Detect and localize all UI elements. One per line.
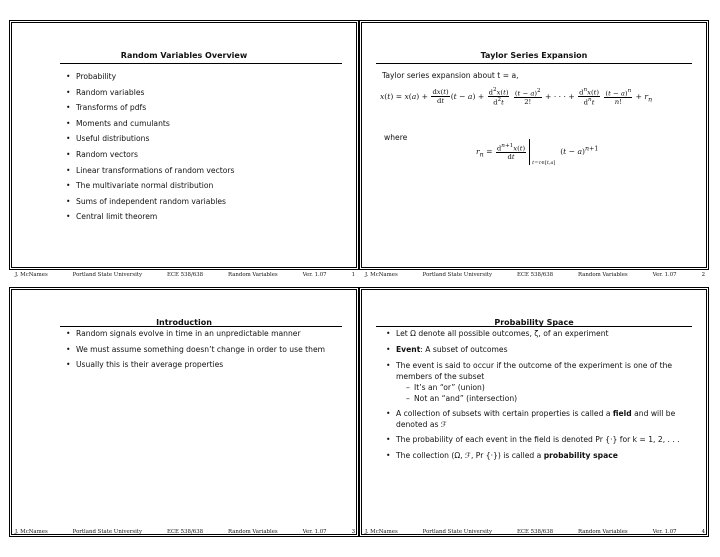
event-occurrence-text: The event is said to occur if the outcome of the experiment is one of the members of the subset <box>396 361 673 381</box>
slide-3 <box>9 287 359 537</box>
probability-space-term: probability space <box>543 451 618 460</box>
title-rule <box>60 326 342 327</box>
where-text: where <box>384 133 408 142</box>
footer-course: ECE 538/638 <box>516 272 554 278</box>
list-item: • We must assume something doesn’t change in order to use them <box>64 344 325 360</box>
footer-topic: Random Variables <box>228 272 278 278</box>
bullet-list <box>64 328 325 375</box>
list-item <box>384 408 692 430</box>
list-item: • Moments and cumulants <box>64 118 234 134</box>
footer-version: Ver. 1.07 <box>302 272 327 278</box>
slide-2 <box>359 20 709 270</box>
bullet-list <box>384 328 692 466</box>
footer-author: J. McNames <box>15 272 48 278</box>
footer-author: J. McNames <box>365 272 398 278</box>
title-rule <box>60 63 342 64</box>
footer-author: J. McNames <box>15 529 48 535</box>
list-item: • The probability of each event in the field is denoted Pr {·} for k = 1, 2, . . . <box>384 434 692 446</box>
event-definition: : A subset of outcomes <box>420 345 508 354</box>
list-item <box>384 360 692 404</box>
event-term: Event <box>396 345 421 354</box>
footer-university: Portland State University <box>422 272 493 278</box>
page-number: 2 <box>701 272 705 278</box>
slide-title: Random Variables Overview <box>120 51 248 60</box>
remainder-equation: $r_n$ = $\frac{d^{n+1}x(t)}{dt}$ $_{t=\tau\in[t,a]}$ $(t - a)^{n+1}$ <box>476 139 598 165</box>
slide-footer <box>9 529 359 535</box>
footer-topic: Random Variables <box>578 272 628 278</box>
bullet-list <box>64 71 234 227</box>
title-rule <box>376 63 692 64</box>
footer-university: Portland State University <box>72 529 143 535</box>
list-item: • Transforms of pdfs <box>64 102 234 118</box>
footer-university: Portland State University <box>72 272 143 278</box>
list-item <box>384 450 692 462</box>
list-item: • The multivariate normal distribution <box>64 180 234 196</box>
field-text-pre: A collection of subsets with certain properties is called a <box>396 409 613 418</box>
footer-topic: Random Variables <box>578 529 628 535</box>
footer-author: J. McNames <box>365 529 398 535</box>
footer-course: ECE 538/638 <box>516 529 554 535</box>
footer-version: Ver. 1.07 <box>652 272 677 278</box>
slide-title: Introduction <box>156 318 212 327</box>
footer-topic: Random Variables <box>228 529 278 535</box>
list-item <box>384 344 692 356</box>
list-item: • Random variables <box>64 87 234 103</box>
slide-footer <box>359 272 709 278</box>
taylor-equation: x(t) = x(a) + $\frac{dx(t)}{dt}$ (t − a) + $\frac{d^2x(t)}{d^2t}$ $\frac{(t - a)^2}{2!}$ + · · · + $\frac{d^nx(t)}{d^nt}$ $\frac{(t - a)^n}{n!}$ + $r_n$ <box>380 87 653 107</box>
field-term: field <box>612 409 632 418</box>
slide-title: Probability Space <box>494 318 574 327</box>
sub-list <box>396 382 692 404</box>
footer-university: Portland State University <box>422 529 493 535</box>
footer-course: ECE 538/638 <box>166 529 204 535</box>
list-item: • Random signals evolve in time in an unpredictable manner <box>64 328 325 344</box>
footer-version: Ver. 1.07 <box>652 529 677 535</box>
list-item: • Let Ω denote all possible outcomes, ζ, of an experiment <box>384 328 692 340</box>
title-rule <box>376 326 692 327</box>
footer-version: Ver. 1.07 <box>302 529 327 535</box>
page-number: 4 <box>701 529 705 535</box>
list-item: • Random vectors <box>64 149 234 165</box>
list-item: • Useful distributions <box>64 133 234 149</box>
list-item: • Sums of independent random variables <box>64 196 234 212</box>
slide-4 <box>359 287 709 537</box>
list-item: • Probability <box>64 71 234 87</box>
list-item: • Linear transformations of random vectors <box>64 165 234 181</box>
list-item: • Central limit theorem <box>64 211 234 227</box>
field-text-post: and will be denoted as ℱ <box>396 409 676 429</box>
page-number: 1 <box>351 272 355 278</box>
sub-list-item: – Not an “and” (intersection) <box>404 393 692 404</box>
slide-title: Taylor Series Expansion <box>480 51 588 60</box>
intro-text: Taylor series expansion about t = a, <box>382 71 519 80</box>
slide-footer <box>9 272 359 278</box>
sub-list-item: – It’s an “or” (union) <box>404 382 692 393</box>
page-number: 3 <box>351 529 355 535</box>
probability-space-text: The collection (Ω, ℱ, Pr {·}) is called a <box>396 451 544 460</box>
list-item: • Usually this is their average properties <box>64 359 325 375</box>
footer-course: ECE 538/638 <box>166 272 204 278</box>
slide-footer <box>359 529 709 535</box>
slide-1 <box>9 20 359 270</box>
